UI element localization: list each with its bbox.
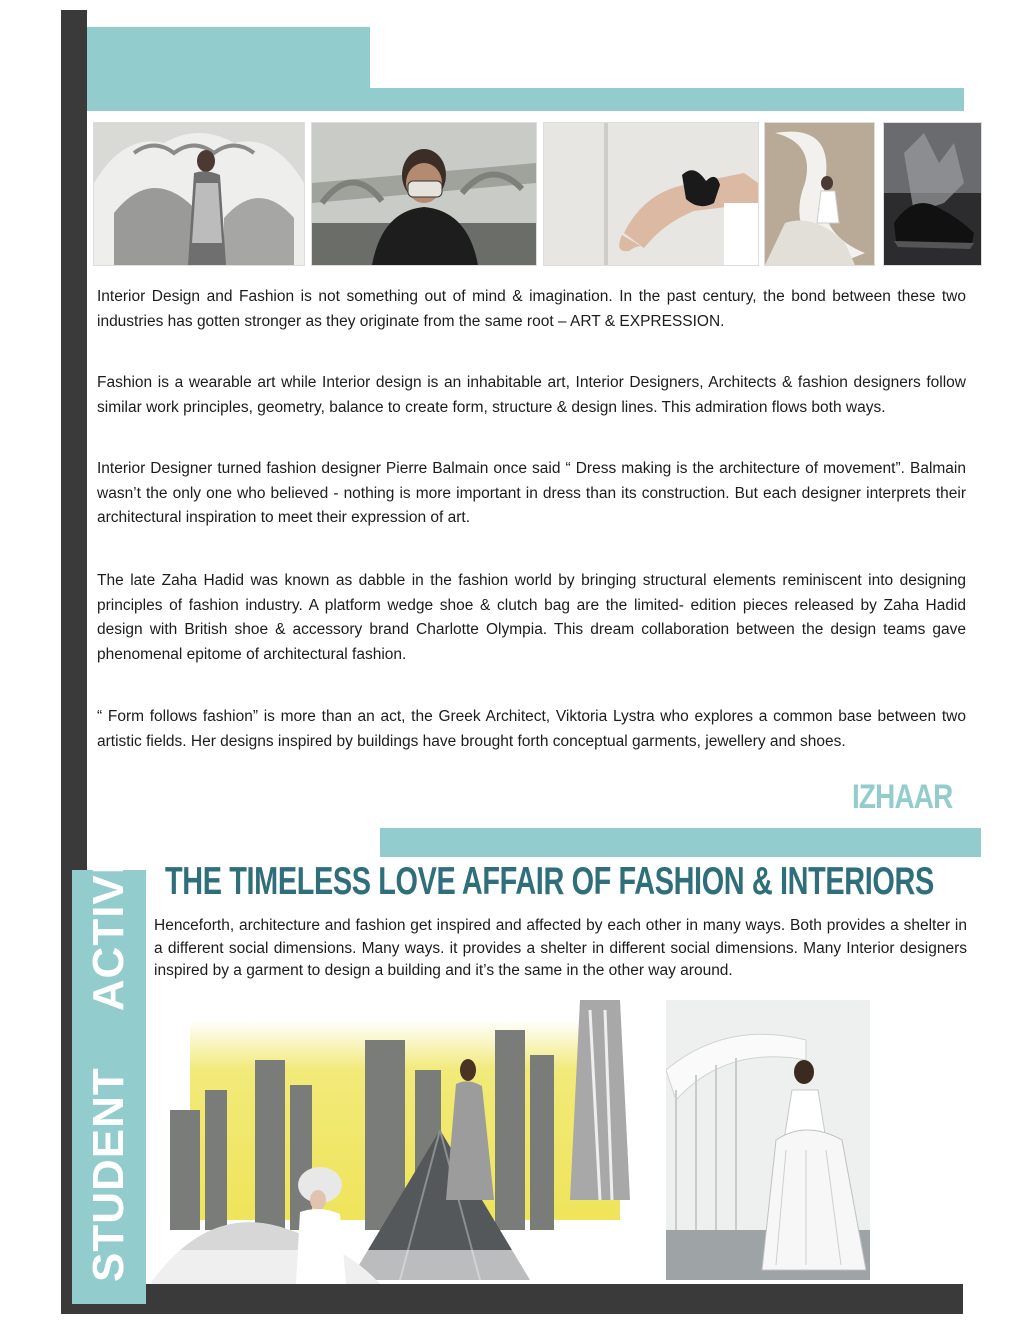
- article-title: THE TIMELESS LOVE AFFAIR OF FASHION & INTERIORS: [165, 860, 934, 903]
- side-label-student: STUDENT: [84, 1067, 133, 1282]
- photo-city-collage: [150, 1000, 660, 1284]
- photo-spiral-sculpture: [764, 122, 875, 266]
- header-teal-strip: [370, 88, 964, 111]
- side-label-activities: ACTIVITIES: [84, 759, 133, 1012]
- article-intro-paragraph: Henceforth, architecture and fashion get inspired and affected by each other in many ways. Both provides a shelter in a different social dimensions. Many ways. it provides a shelter in different social dimensions. Many Interior designers inspired by a garment to design a building and it’s the same in the other way around.: [154, 917, 967, 979]
- photo-pleated-gown: [666, 1000, 870, 1280]
- photo-ornate-facade-model: [93, 122, 305, 266]
- photo-wrist-cuff: [543, 122, 759, 266]
- section-divider-strip: [380, 828, 981, 857]
- side-section-label: [84, 759, 134, 1282]
- photo-bridge-mask: [311, 122, 537, 266]
- paragraph-balmain: Interior Designer turned fashion designer Pierre Balmain once said “ Dress making is the architecture of movement”. Balmain wasn’t the only one who believed - nothing is more important in dress than its construction. But each designer interprets their architectural inspiration to meet their expression of art.: [97, 460, 966, 526]
- header-teal-block: [87, 27, 370, 111]
- paragraph-zaha-hadid: The late Zaha Hadid was known as dabble in the fashion world by bringing structural elements reminiscent into designing principles of fashion industry. A platform wedge shoe & clutch bag are the limited- edition pieces released by Zaha Hadid design with British shoe & accessory brand Charlotte Olympia. This dream collaboration between the design teams gave phenomenal epitome of architectural fashion.: [97, 572, 966, 663]
- paragraph-intro: Interior Design and Fashion is not something out of mind & imagination. In the past century, the bond between these two industries has gotten stronger as they originate from the same root – ART & EXPRESSION.: [97, 288, 966, 330]
- brand-izhaar: IZHAAR: [852, 778, 953, 816]
- bottom-frame-bar: [61, 1284, 963, 1314]
- photo-dark-shoe: [883, 122, 982, 266]
- paragraph-wearable-art: Fashion is a wearable art while Interior design is an inhabitable art, Interior Designers, Architects & fashion designers follow similar work principles, geometry, balance to create form, structure & design lines. This admiration flows both ways.: [97, 374, 966, 416]
- paragraph-form-follows-fashion: “ Form follows fashion” is more than an act, the Greek Architect, Viktoria Lystra who explores a common base between two artistic fields. Her designs inspired by buildings have brought forth conceptual garments, jewellery and shoes.: [97, 708, 966, 750]
